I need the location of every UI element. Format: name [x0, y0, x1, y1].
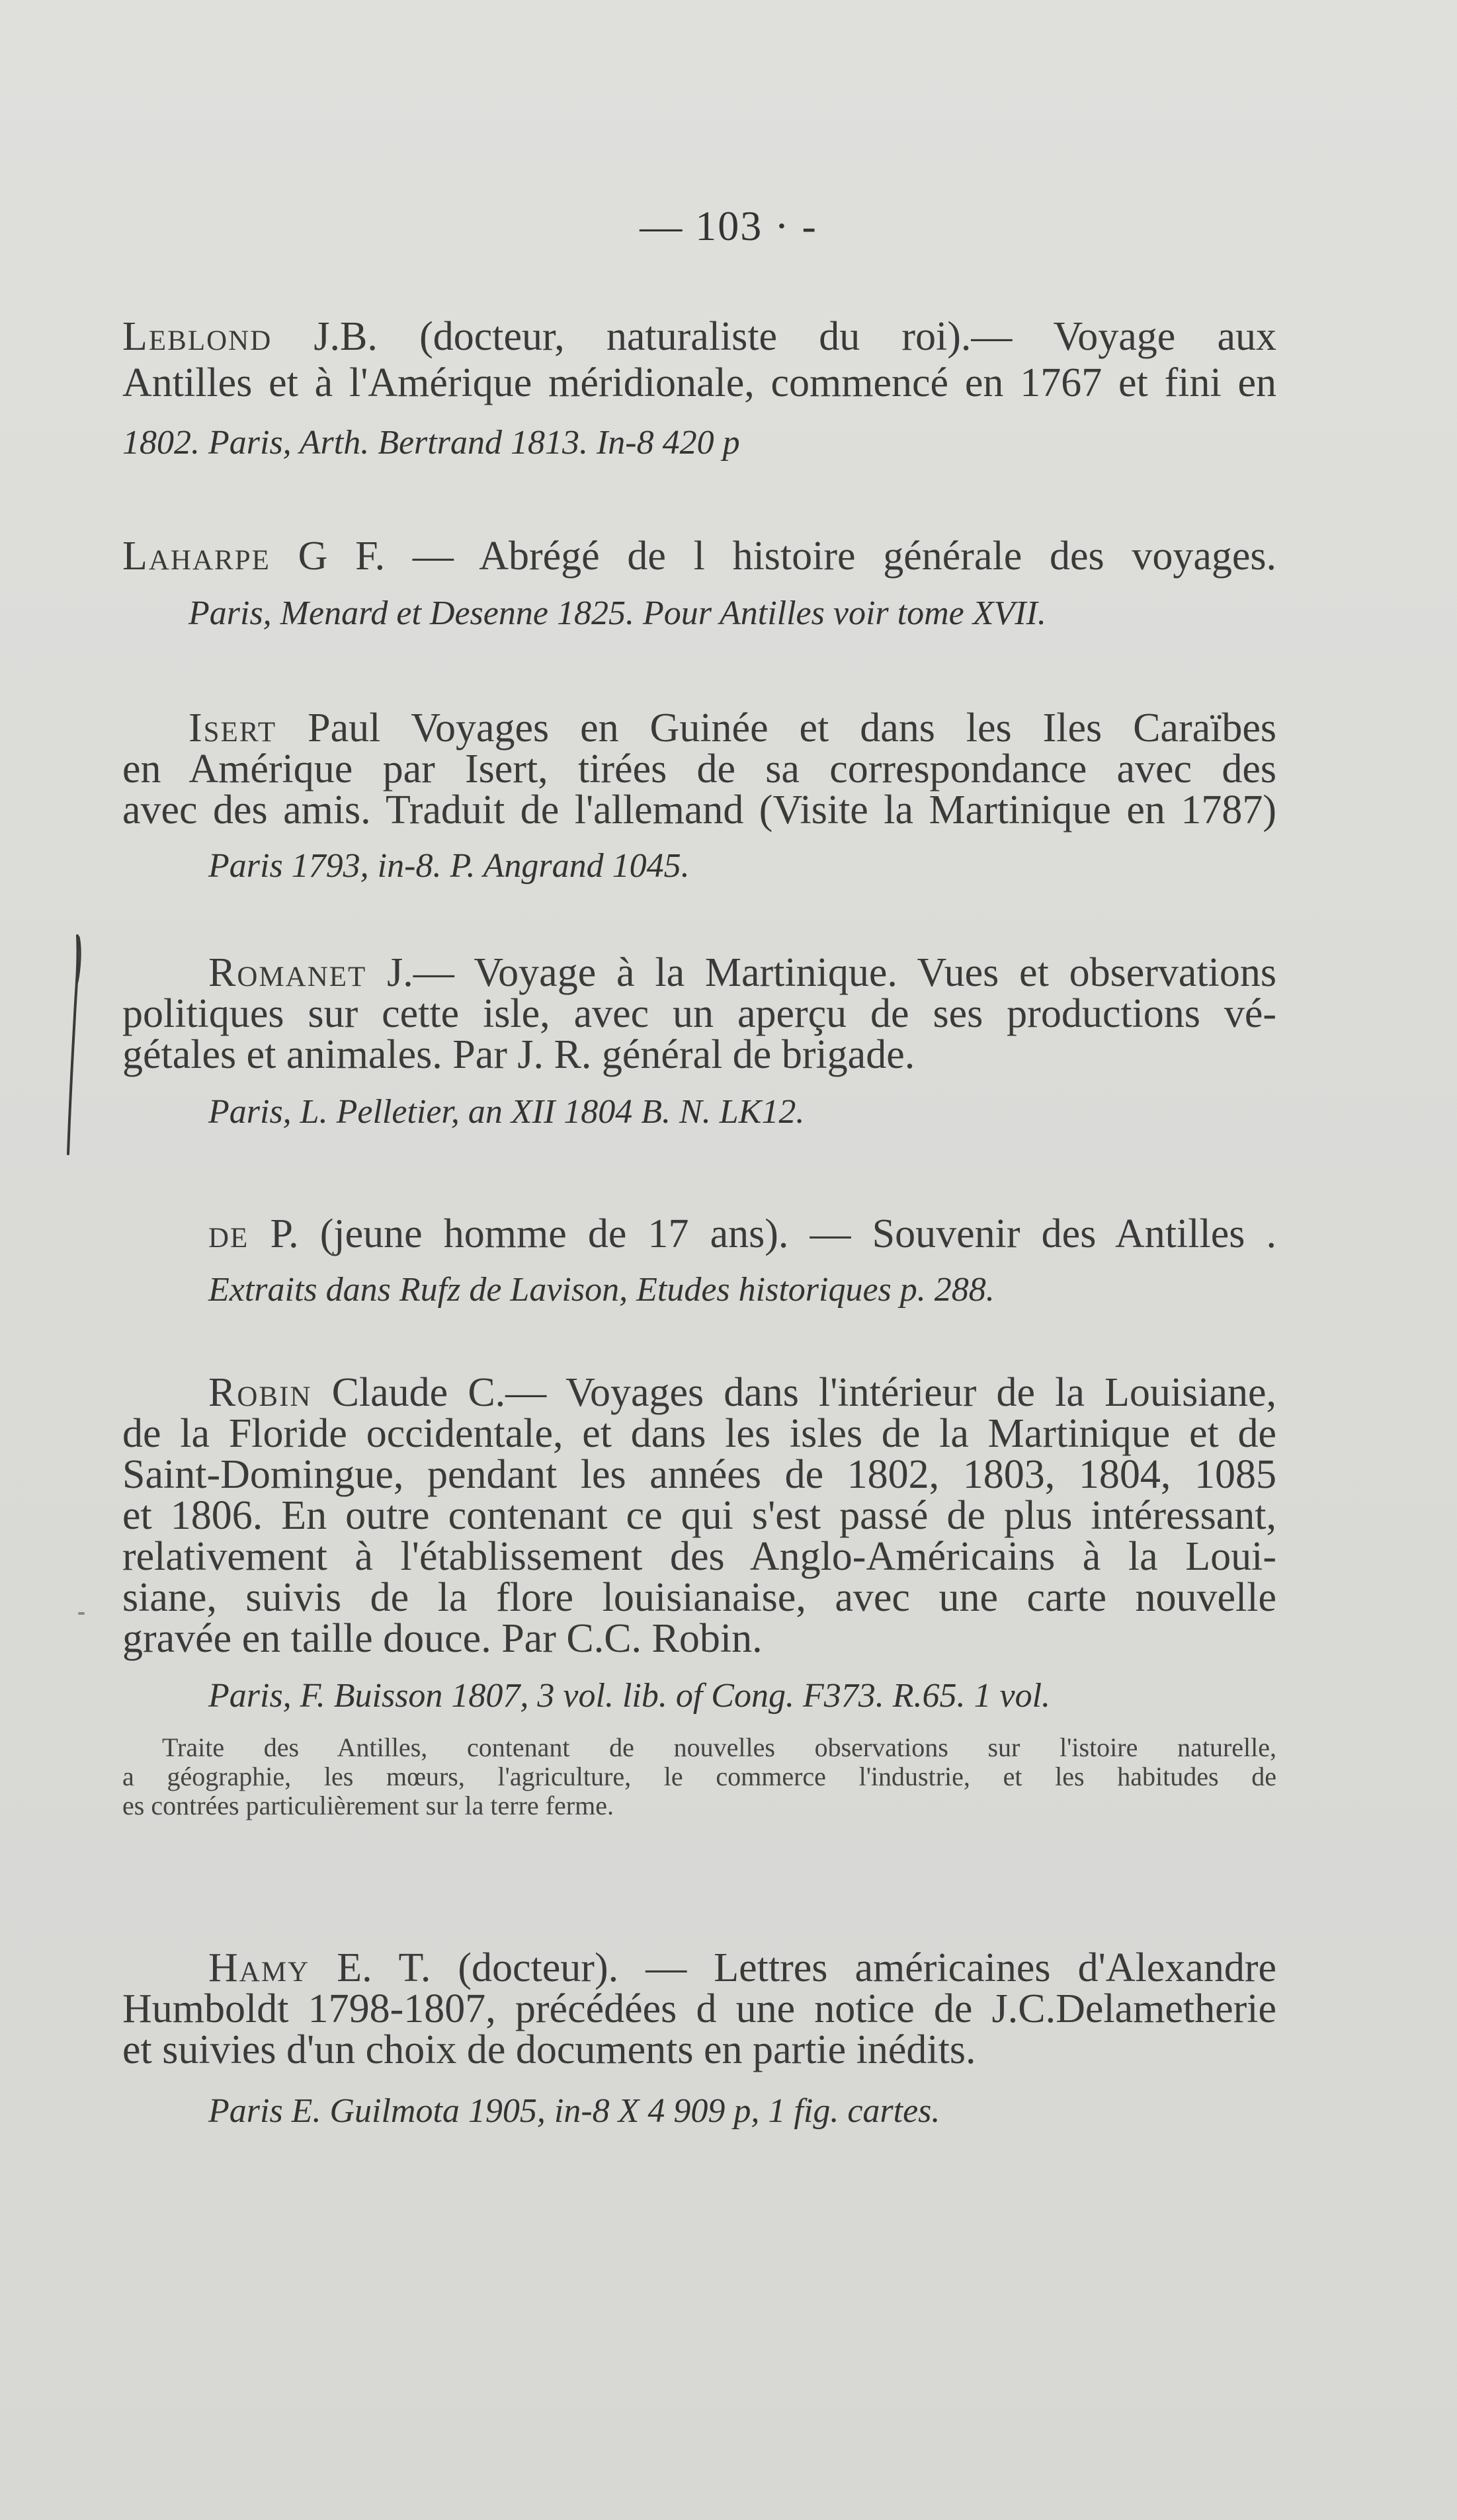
entry-line: Saint-Domingue, pendant les années de 1802, 1803, 1804, 1085: [122, 1452, 1276, 1497]
entry-line: de P. (jeune homme de 17 ans). — Souvenir des Antilles .: [208, 1211, 1276, 1256]
entry-author: Romanet: [208, 950, 367, 995]
publication-info: Paris, Menard et Desenne 1825. Pour Antilles voir tome XVII.: [188, 594, 1046, 632]
bibliography-entry: [122, 316, 1276, 460]
entry-author: Isert: [188, 706, 277, 751]
publication-info: 1802. Paris, Arth. Bertrand 1813. In-8 420 p: [122, 424, 740, 462]
publication-info: Paris, F. Buisson 1807, 3 vol. lib. of Cong. F373. R.65. 1 vol.: [208, 1677, 1051, 1715]
entry-line: siane, suivis de la flore louisianaise, avec une carte nouvelle: [122, 1575, 1276, 1620]
entry-line: Leblond J.B. (docteur, naturaliste du roi).— Voyage aux: [122, 314, 1276, 359]
entry-line: Hamy E. T. (docteur). — Lettres américaines d'Alexandre: [208, 1945, 1276, 1990]
entry-note: [122, 1733, 1276, 1820]
publication-info: Paris, L. Pelletier, an XII 1804 B. N. LK12.: [208, 1093, 805, 1131]
bibliography-entry: [122, 952, 1276, 1129]
entry-line: en Amérique par Isert, tirées de sa correspondance avec des: [122, 747, 1276, 792]
entry-author: de: [208, 1211, 249, 1256]
entry-line: de la Floride occidentale, et dans les isles de la Martinique et de: [122, 1411, 1276, 1456]
bibliography-entry: [122, 536, 1276, 631]
publication-info: Extraits dans Rufz de Lavison, Etudes historiques p. 288.: [208, 1271, 995, 1309]
entry-line: Robin Claude C.— Voyages dans l'intérieur de la Louisiane,: [208, 1370, 1276, 1415]
note-line: a géographie, les mœurs, l'agriculture, le commerce l'industrie, et les habitudes de: [122, 1762, 1276, 1791]
entry-line: gravée en taille douce. Par C.C. Robin.: [122, 1616, 763, 1661]
publication-info: Paris E. Guilmota 1905, in-8 X 4 909 p, 1 fig. cartes.: [208, 2092, 940, 2130]
note-line: es contrées particulièrement sur la terre ferme.: [122, 1791, 614, 1820]
entry-line: Humboldt 1798-1807, précédées d une notice de J.C.Delametherie: [122, 1986, 1276, 2031]
entry-line: Isert Paul Voyages en Guinée et dans les Iles Caraïbes: [188, 706, 1276, 751]
entry-line: gétales et animales. Par J. R. général de brigade.: [122, 1032, 915, 1077]
page-number: — 103 · -: [640, 202, 817, 249]
entry-author: Leblond: [122, 314, 272, 359]
note-line: Traite des Antilles, contenant de nouvelles observations sur l'istoire naturelle,: [162, 1732, 1276, 1762]
ink-speck: [78, 1612, 85, 1615]
entry-line: Romanet J.— Voyage à la Martinique. Vues et observations: [208, 950, 1276, 995]
entry-author: Laharpe: [122, 534, 271, 579]
entry-line: politiques sur cette isle, avec un aperçu de ses productions vé-: [122, 991, 1276, 1036]
publication-info: Paris 1793, in-8. P. Angrand 1045.: [208, 847, 690, 885]
entry-line: avec des amis. Traduit de l'allemand (Visite la Martinique en 1787): [122, 788, 1276, 833]
bibliography-entry: [122, 1947, 1276, 2129]
entry-line: Laharpe G F. — Abrégé de l histoire générale des voyages.: [122, 534, 1276, 579]
bibliography-entry: [122, 708, 1276, 883]
bibliography-entry: [122, 1213, 1276, 1307]
entry-line: et 1806. En outre contenant ce qui s'est passé de plus intéressant,: [122, 1493, 1276, 1538]
entry-line: et suivies d'un choix de documents en partie inédits.: [122, 2027, 976, 2072]
margin-mark: [63, 936, 83, 1154]
entry-author: Robin: [208, 1370, 312, 1415]
entry-line: relativement à l'établissement des Anglo-Américains à la Loui-: [122, 1534, 1276, 1579]
entry-line: Antilles et à l'Amérique méridionale, commencé en 1767 et fini en: [122, 360, 1276, 405]
bibliography-entry: [122, 1372, 1276, 1820]
entry-author: Hamy: [208, 1945, 310, 1990]
